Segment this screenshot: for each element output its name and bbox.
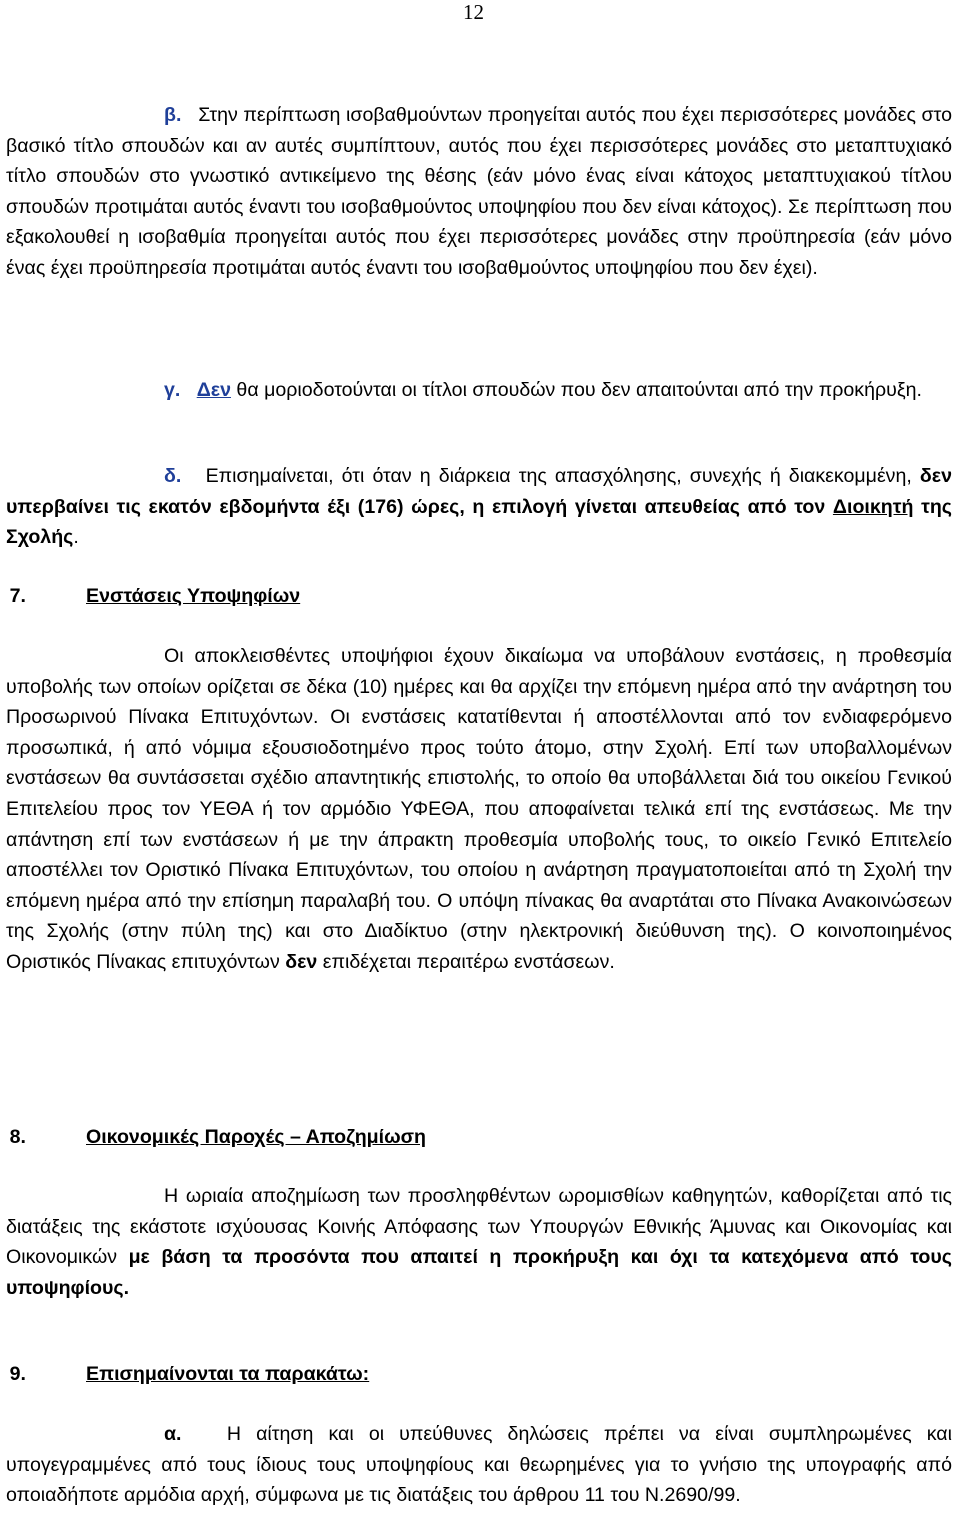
section-7-text: Οι αποκλεισθέντες υποψήφιοι έχουν δικαίωμα να υποβάλουν ενστάσεις, η προθεσμία υποβολής των οποίων ορίζεται σε δέκα (10) ημέρες και θα αρχίζει την επόμενη ημέρα από την ανάρτηση του Προσωρινού Πίνακα Επιτυχόντων. Οι ενστάσεις κατατίθενται ή αποστέλλονται από τον ενδιαφερόμενο προσωπικά, ή από νόμιμα εξουσιοδοτημένο προς τούτο άτομο, στην Σχολή. Επί των υποβαλλομένων ενστάσεων θα συντάσσεται σχέδιο απαντητικής επιστολής, το οποίο θα υποβάλλεται διά του οικείου Γενικού Επιτελείου προς τον ΥΕΘΑ ή τον αρμόδιο ΥΦΕΘΑ, που αποφαίνεται τελικά επί της ενστάσεως. Με την απάντηση επί των ενστάσεων ή με την άπρακτη προθεσμία υποβολής τους, το οικείο Γενικό Επιτελείο αποστέλλει τον Οριστικό Πίνακα Επιτυχόντων, του οποίου η ανάρτηση πραγματοποιείται από τη Σχολή την επόμενη ημέρα από την επίσημη παραλαβή του. Ο υπόψη πίνακας θα αναρτάται στο Πίνακα Ανακοινώσεων της Σχολής (στην πύλη της) και στο Διαδίκτυο (στην ηλεκτρονική διεύθυνση της). Ο κοινοποιημένος Οριστικός Πίνακας επιτυχόντων	[6, 645, 952, 973]
gamma-emphasis: Δεν	[196, 379, 231, 401]
item-marker-gamma: γ.	[164, 379, 181, 401]
page-number: 12	[463, 0, 484, 24]
section-7-title: Ενστάσεις Υποψηφίων	[86, 585, 301, 607]
paragraph-gamma	[6, 375, 952, 406]
section-7-number: 7.	[9, 585, 26, 607]
item-marker-beta: β.	[164, 104, 182, 126]
paragraph-gamma-text: θα μοριοδοτούνται οι τίτλοι σπουδών που δεν απαιτούνται από την προκήρυξη.	[236, 379, 922, 401]
section-9-title: Επισημαίνονται τα παρακάτω:	[86, 1363, 370, 1385]
section-9-heading	[6, 1359, 369, 1390]
section-7-tail: επιδέχεται περαιτέρω ενστάσεων.	[322, 950, 615, 973]
paragraph-delta	[6, 461, 952, 553]
paragraph-delta-text: Επισημαίνεται, ότι όταν η διάρκεια της απασχόλησης, συνεχής ή διακεκομμένη,	[205, 465, 912, 487]
paragraph-delta-bold-emph: Διοικητή	[832, 495, 914, 518]
paragraph-delta-end: .	[73, 526, 79, 549]
item-marker-alpha: α.	[164, 1423, 182, 1445]
section-9-number: 9.	[9, 1363, 26, 1385]
section-8-title: Οικονομικές Παροχές – Αποζημίωση	[86, 1126, 427, 1148]
section-7-paragraph	[6, 641, 952, 978]
paragraph-delta-bold-tail: της Σχολής	[6, 495, 952, 549]
section-8-bold: με βάση τα προσόντα που απαιτεί η προκήρυξη και όχι τα κατεχόμενα από τους υποψηφίους.	[6, 1246, 952, 1299]
paragraph-delta-bold: δεν υπερβαίνει τις εκατόν εβδομήντα έξι (176) ώρες, η επιλογή γίνεται απευθείας από τον	[6, 465, 952, 518]
section-8-paragraph	[6, 1181, 952, 1303]
section-7-bold: δεν	[285, 950, 318, 973]
paragraph-beta-text: Στην περίπτωση ισοβαθμούντων προηγείται αυτός που έχει περισσότερες μονάδες στο βασικό τίτλο σπουδών και αν αυτές συμπίπτουν, αυτός που έχει περισσότερες μονάδες στο μεταπτυχιακό τίτλο σπουδών στο γνωστικό αντικείμενο της θέσης (εάν μόνο ένας είναι κάτοχος μεταπτυχιακού τίτλου σπουδών προτιμάται αυτός έναντι του ισοβαθμούντος υποψηφίου που δεν είναι κάτοχος). Σε περίπτωση που εξακολουθεί η ισοβαθμία προηγείται αυτός που έχει περισσότερες μονάδες στην προϋπηρεσία (εάν μόνο ένας έχει προϋπηρεσία προτιμάται αυτός έναντι του ισοβαθμούντος υποψηφίου που δεν έχει).	[6, 104, 952, 279]
section-8-number: 8.	[9, 1126, 26, 1148]
section-9-paragraph-alpha	[6, 1419, 952, 1511]
section-9-alpha-text: Η αίτηση και οι υπεύθυνες δηλώσεις πρέπει να είναι συμπληρωμένες και υπογεγραμμένες από τους ίδιους τους υποψηφίους και θεωρημένες για το γνήσιο της υπογραφής από οποιαδήποτε αρμόδια αρχή, σύμφωνα με τις διατάξεις του άρθρου 11 του Ν.2690/99.	[6, 1423, 952, 1507]
section-8-heading	[6, 1122, 426, 1153]
section-7-heading	[6, 581, 300, 612]
section-8-text: Η ωριαία αποζημίωση των προσληφθέντων ωρομισθίων καθηγητών, καθορίζεται από τις διατάξεις της εκάστοτε ισχύουσας Κοινής Απόφασης των Υπουργών Εθνικής Άμυνας και Οικονομίας και Οικονομικών	[6, 1185, 952, 1269]
paragraph-beta	[6, 100, 952, 284]
item-marker-delta: δ.	[164, 465, 182, 487]
